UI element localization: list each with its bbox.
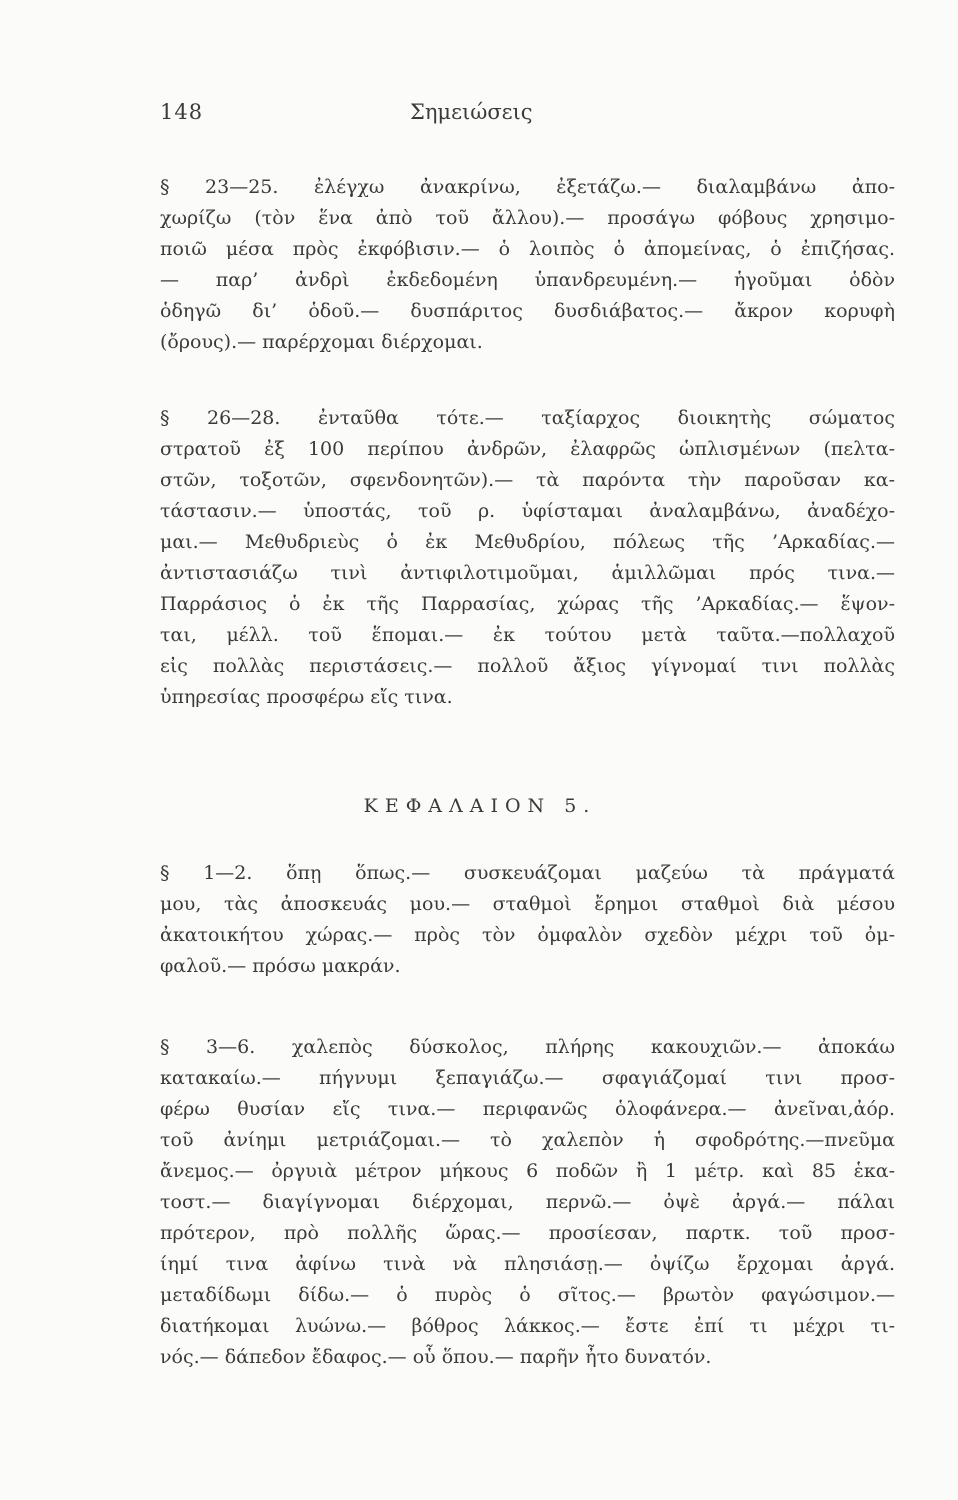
running-title: Σημειώσεις [410, 100, 533, 124]
text-line: (ὄρους).— παρέρχομαι διέρχομαι. [160, 331, 483, 353]
text-line: στρατοῦ ἐξ 100 περίπου ἀνδρῶν, ἐλαφρῶς ὡπλισμένων (πελτα- [160, 438, 895, 460]
page-number: 148 [160, 100, 204, 124]
text-line: — παρ’ ἀνδρὶ ἐκδεδομένη ὑπανδρευμένη.— ἡγοῦμαι ὁδὸν [160, 269, 895, 291]
text-line: ἀκατοικήτου χώρας.— πρὸς τὸν ὀμφαλὸν σχεδὸν μέχρι τοῦ ὀμ- [160, 924, 895, 946]
text-line: § 3—6. χαλεπὸς δύσκολος, πλήρης κακουχιῶν.— ἀποκάω [160, 1036, 895, 1058]
text-line: νός.— δάπεδον ἔδαφος.— οὗ ὅπου.— παρῆν ἦτο δυνατόν. [160, 1346, 712, 1368]
paragraph-23-25 [160, 172, 895, 358]
text-line: τοῦ ἀνίημι μετριάζομαι.— τὸ χαλεπὸν ἡ σφοδρότης.—πνεῦμα [160, 1129, 895, 1151]
text-line: § 23—25. ἐλέγχω ἀνακρίνω, ἐξετάζω.— διαλαμβάνω ἀπο- [160, 176, 895, 198]
text-line: στῶν, τοξοτῶν, σφενδονητῶν).— τὰ παρόντα τὴν παροῦσαν κα- [160, 469, 895, 491]
text-line: μεταδίδωμι δίδω.— ὁ πυρὸς ὁ σῖτος.— βρωτὸν φαγώσιμον.— [160, 1284, 895, 1306]
text-line: ὑπηρεσίας προσφέρω εἴς τινα. [160, 686, 453, 708]
page-header [160, 100, 800, 134]
text-line: φέρω θυσίαν εἴς τινα.— περιφανῶς ὁλοφάνερα.— ἀνεῖναι,ἀόρ. [160, 1098, 895, 1120]
text-line: μου, τὰς ἀποσκευάς μου.— σταθμοὶ ἔρημοι σταθμοὶ διὰ μέσου [160, 893, 895, 915]
text-line: § 1—2. ὅπῃ ὅπως.— συσκευάζομαι μαζεύω τὰ πράγματά [160, 862, 895, 884]
text-line: κατακαίω.— πήγνυμι ξεπαγιάζω.— σφαγιάζομαί τινι προσ- [160, 1067, 895, 1089]
text-line: μαι.— Μεθυδριεὺς ὁ ἐκ Μεθυδρίου, πόλεως τῆς ’Αρκαδίας.— [160, 531, 895, 553]
text-line: ται, μέλλ. τοῦ ἕπομαι.— ἐκ τούτου μετὰ ταῦτα.—πολλαχοῦ [160, 624, 895, 646]
text-line: πρότερον, πρὸ πολλῆς ὥρας.— προσίεσαν, παρτκ. τοῦ προσ- [160, 1222, 895, 1244]
text-line: ίημί τινα ἀφίνω τινὰ νὰ πλησιάσῃ.— ὀψίζω ἔρχομαι ἀργά. [160, 1253, 895, 1275]
text-line: τάστασιν.— ὑποστάς, τοῦ ρ. ὑφίσταμαι ἀναλαμβάνω, ἀναδέχο- [160, 500, 895, 522]
text-line: Παρράσιος ὁ ἐκ τῆς Παρρασίας, χώρας τῆς ’Αρκαδίας.— ἕψον- [160, 593, 895, 615]
chapter-heading: ΚΕΦΑΛΑΙΟΝ 5. [363, 795, 597, 817]
paragraph-3-6 [160, 1032, 895, 1373]
text-line: ποιῶ μέσα πρὸς ἐκφόβισιν.— ὁ λοιπὸς ὁ ἀπομείνας, ὁ ἐπιζήσας. [160, 238, 895, 260]
paragraph-26-28 [160, 403, 895, 713]
text-line: ἄνεμος.— ὀργυιὰ μέτρον μήκους 6 ποδῶν ἢ 1 μέτρ. καὶ 85 ἑκα- [160, 1160, 895, 1182]
text-line: φαλοῦ.— πρόσω μακράν. [160, 955, 401, 977]
text-line: εἰς πολλὰς περιστάσεις.— πολλοῦ ἄξιος γίγνομαί τινι πολλὰς [160, 655, 895, 677]
text-line: ὁδηγῶ δι’ ὁδοῦ.— δυσπάριτος δυσδιάβατος.— ἄκρον κορυφὴ [160, 300, 895, 322]
text-line: χωρίζω (τὸν ἕνα ἀπὸ τοῦ ἄλλου).— προσάγω φόβους χρησιμο- [160, 207, 895, 229]
text-line: § 26—28. ἐνταῦθα τότε.— ταξίαρχος διοικητὴς σώματος [160, 407, 895, 429]
paragraph-1-2 [160, 858, 895, 982]
text-line: τοστ.— διαγίγνομαι διέρχομαι, περνῶ.— ὀψὲ ἀργά.— πάλαι [160, 1191, 895, 1213]
text-line: διατήκομαι λυώνω.— βόθρος λάκκος.— ἔστε ἐπί τι μέχρι τι- [160, 1315, 895, 1337]
text-line: ἀντιστασιάζω τινὶ ἀντιφιλοτιμοῦμαι, ἁμιλλῶμαι πρός τινα.— [160, 562, 895, 584]
